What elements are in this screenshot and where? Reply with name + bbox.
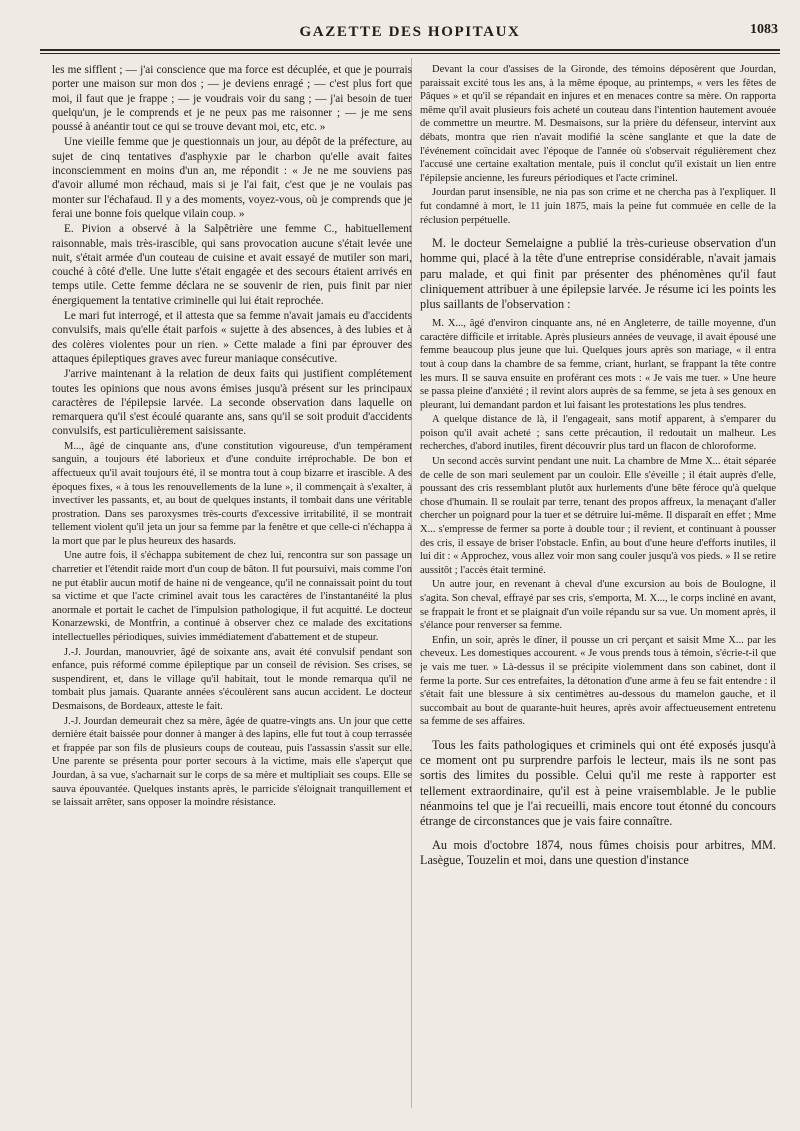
case-paragraph: Un second accès survint pendant une nuit. La chambre de Mme X... était séparée de celle de son mari seulement par un couloir. Elle s'éveille ; il était auprès d'elle, poussant des cris ressemblant plutôt aux hurlements d'une bête féroce qu'à quelque chose d'humain. Il se roulait par terre, tenant des propos affreux, la menaçant d'aller chercher un poignard pour la tuer et se détruire lui-même. Il disparaît en effet ; Mme X... s'empresse de fermer sa porte à double tour ; il revient, et continuant à pousser des cris, il essaye de briser l'obstacle. Enfin, au bout d'une heure d'efforts inutiles, il lui dit : « Approchez, vous allez voir mon sang couler jusqu'à vos pieds. » Il se retire aussitôt ; l'accès était terminé. [420,456,776,576]
case-paragraph: Enfin, un soir, après le dîner, il pousse un cri perçant et saisit Mme X... par les cheveux. Les domestiques accourent. « Je vous prends tous à témoin, s'écrie-t-il que je vais me tuer. » Là-dessus il se précipite violemment dans son cabinet, dont il ferme la porte. Sur ces entrefaites, la détonation d'une arme à feu se fait entendre : il s'était fait une blessure à six centimètres au-dessous du mamelon gauche, et il succombait au bout de quarante-huit heures, après avoir affectueusement entretenu sa femme de ses affaires. [420,634,776,728]
paragraph: E. Pivion a observé à la Salpêtrière une femme C., habituellement raisonnable, mais très-irascible, qui sans provocation aucune s'était levée une nuit, s'était armée d'un couteau de cuisine et avait essayé de mutiler son mari, couché à côté d'elle. Une lutte s'était engagée et des secours étaient arrivés en temps utile. Cette femme déclara ne se souvenir de rien, puis finit par nier énergiquement la tentative criminelle qui lui était reprochée. [52,223,412,307]
paragraph: M. le docteur Semelaigne a publié la très-curieuse observation d'un homme qui, placé à la tête d'une entreprise considérable, n'avait jamais paru malade, et qui finit par présenter des phénomènes qu'il faut cliniquement attribuer à une épilepsie larvée. Je résume ici les points les plus saillants de l'observation : [420,236,776,311]
case-paragraph: Une autre fois, il s'échappa subitement de chez lui, rencontra sur son passage un charretier et l'étendit raide mort d'un coup de bâton. Il fut poursuivi, mais comme l'on ne put établir aucun motif de haine ni de vengeance, qu'il ne connaissait point du tout sa victime et que l'acte criminel avait tous les caractères de l'instantanéité la plus anormale et portait le cachet de l'impulsion pathologique, il fut acquitté. Le docteur Konarzewski, de Montfrin, a continué à observer chez ce malade des excitations intellectuelles périodiques, suivies immédiatement d'abattement et de stupeur. [52,550,412,644]
paragraph: les me sifflent ; — j'ai conscience que ma force est décuplée, et que je pourrais porter une maison sur mon dos ; — je deviens enragé ; — c'est plus fort que moi, il faut que je frappe ; — je voudrais voir du sang ; — j'ai besoin de tuer quelqu'un, je le comprends et je ne peux pas me raisonner ; — je me sens poussé à anéantir tout ce qui se trouve devant moi, etc, etc. » [52,64,412,134]
journal-title: GAZETTE DES HOPITAUX [299,24,521,40]
case-paragraph: J.-J. Jourdan demeurait chez sa mère, âgée de quatre-vingts ans. Un jour que cette dernière était baissée pour donner à manger à des lapins, elle fut tout à coup terrassée et frappée par son fils de plusieurs coups de couteau, puis l'assassin s'assit sur elle. Une parente se présenta pour porter secours à la victime, mais elle s'aperçut que Jourdan, à sa vue, s'acharnait sur le corps de sa mère et multipliait ses coups. Elle se sauva épouvantée. Quelques instants après, le parricide s'éloignait tranquillement et se laissait arrêter, sans opposer la moindre résistance. [52,715,412,809]
page-number: 1083 [750,22,778,37]
header-rule-thick [40,49,780,51]
case-paragraph: Devant la cour d'assises de la Gironde, des témoins déposèrent que Jourdan, paraissait excité tous les ans, à la même époque, au printemps, « vers les fêtes de Pâques » et qu'il se répandait en injures et en menaces contre sa mère. On rapporta même qu'il avait plusieurs fois acheté un couteau dans l'intention hautement avouée de commettre un meurtre. M. Desmaisons, sur la prière du défenseur, intervint aux débats, montra que rien n'avait modifié la scène sanglante et que la date de l'événement coïncidait avec l'époque de l'année où s'observait régulièrement chez l'accusé une certaine exaltation mentale, puis il conclut qu'il existait un lien entre l'épilepsie ancienne, les fureurs périodiques et l'acte criminel. [420,64,776,184]
paragraph: J'arrive maintenant à la relation de deux faits qui justifient complétement toutes les opinions que nous avons émises jusqu'à présent sur les principaux caractères de l'épilepsie larvée. La seconde observation dans laquelle on remarquera qu'il s'est écoulé quarante ans, sans qu'il se soit produit d'accidents convulsifs, est particulièrement saisissante. [52,368,412,438]
right-column [420,63,776,1108]
case-paragraph: M. X..., âgé d'environ cinquante ans, né en Angleterre, de taille moyenne, d'un caractère difficile et irritable. Après plusieurs années de veuvage, il avait épousé une femme beaucoup plus jeune que lui. Quelques jours après son mariage, « il entra tout à coup dans la chambre de sa femme, criant, hurlant, se frappant la tête contre les murs. Il se sauva ensuite en proférant ces mots : « Je vais me tuer. » Une heure se passa pleine d'anxiété ; il revint alors auprès de sa femme, se jeta à ses genoux en pleurant, lui demandant pardon et lui faisant les protestations les plus tendres. [420,318,776,411]
header-rule-thin [40,53,780,54]
left-column [52,63,412,1108]
case-paragraph: M..., âgé de cinquante ans, d'une constitution vigoureuse, d'un tempérament sanguin, a toujours été laborieux et d'une conduite irréprochable. De bon et affectueux qu'il avait toujours été, il se montra tout à coup bizarre et irascible. A des époques fixes, « à tous les renouvellements de la lune », il commençait à s'exalter, à invectiver les passants, et, au bout de quelques instants, il tombait dans une véritable prostration. Dans ses paroxysmes très-courts d'excessive irritabilité, il se montrait tellement violent qu'il jeta un jour sa femme par la fenêtre et que celle-ci n'échappa à la mort que par le plus heureux des hasards. [52,440,412,547]
paragraph: Une vieille femme que je questionnais un jour, au dépôt de la préfecture, au sujet de cinq tentatives d'asphyxie par le charbon qu'elle avait faites inconsciemment en moins d'un an, me répondit : « Je ne me souviens pas d'avoir allumé mon réchaud, mais si je l'ai fait, c'est que je ne voulais pas monter sur l'échafaud. Il y a des moments, voyez-vous, où je comprends que je ferai une bonne fois quelque vilain coup. » [52,136,412,220]
case-paragraph: Un autre jour, en revenant à cheval d'une excursion au bois de Boulogne, il s'agita. Son cheval, effrayé par ses cris, s'emporta, M. X..., le corps incliné en avant, se frappait le front et se plaignait d'un voile répandu sur sa vue. Un moment après, il s'élance pour renverser sa femme. [420,579,776,632]
case-paragraph: Jourdan parut insensible, ne nia pas son crime et ne chercha pas à l'expliquer. Il fut condamné à mort, le 11 juin 1875, mais la peine fut commuée en celle de la réclusion perpétuelle. [420,187,776,226]
paragraph: Tous les faits pathologiques et criminels qui ont été exposés jusqu'à ce moment ont pu surprendre parfois le lecteur, mais ils ne sont pas sortis des limites du possible. Celui qu'il me reste à rapporter est tellement extraordinaire, qu'il est à peine vraisemblable. Je le publie néanmoins tel que je l'ai recueilli, mais encore tout étonné du concours étrange de circonstances que je vais faire connaître. [420,737,776,828]
page-header [40,22,780,46]
case-paragraph: J.-J. Jourdan, manouvrier, âgé de soixante ans, avait été convulsif pendant son enfance, puis réformé comme épileptique par un conseil de révision. Ses crises, se suspendirent, et, dans le village qu'il habitait, tout le monde remarqua qu'il ne tombait plus jamais. Quarante années s'écoulèrent sans aucun accident. Le docteur Desmaisons, de Bordeaux, atteste le fait. [52,646,412,712]
case-paragraph: A quelque distance de là, il l'engageait, sans motif apparent, à s'emparer du poison qu'il avait acheté ; sans cette précaution, il redoutait un malheur. Les recherches, d'abord inutiles, firent découvrir plus tard un flacon de chloroforme. [420,414,776,453]
paragraph: Le mari fut interrogé, et il attesta que sa femme n'avait jamais eu d'accidents convulsifs, mais qu'elle était parfois « sujette à des absences, à des lubies et à des colères violentes pour un rien. » Cette malade a fini par éprouver des attaques épileptiques graves avec fureur maniaque consécutive. [52,310,412,365]
paragraph: Au mois d'octobre 1874, nous fûmes choisis pour arbitres, MM. Lasègue, Touzelin et moi, dans une question d'instance [420,838,776,868]
